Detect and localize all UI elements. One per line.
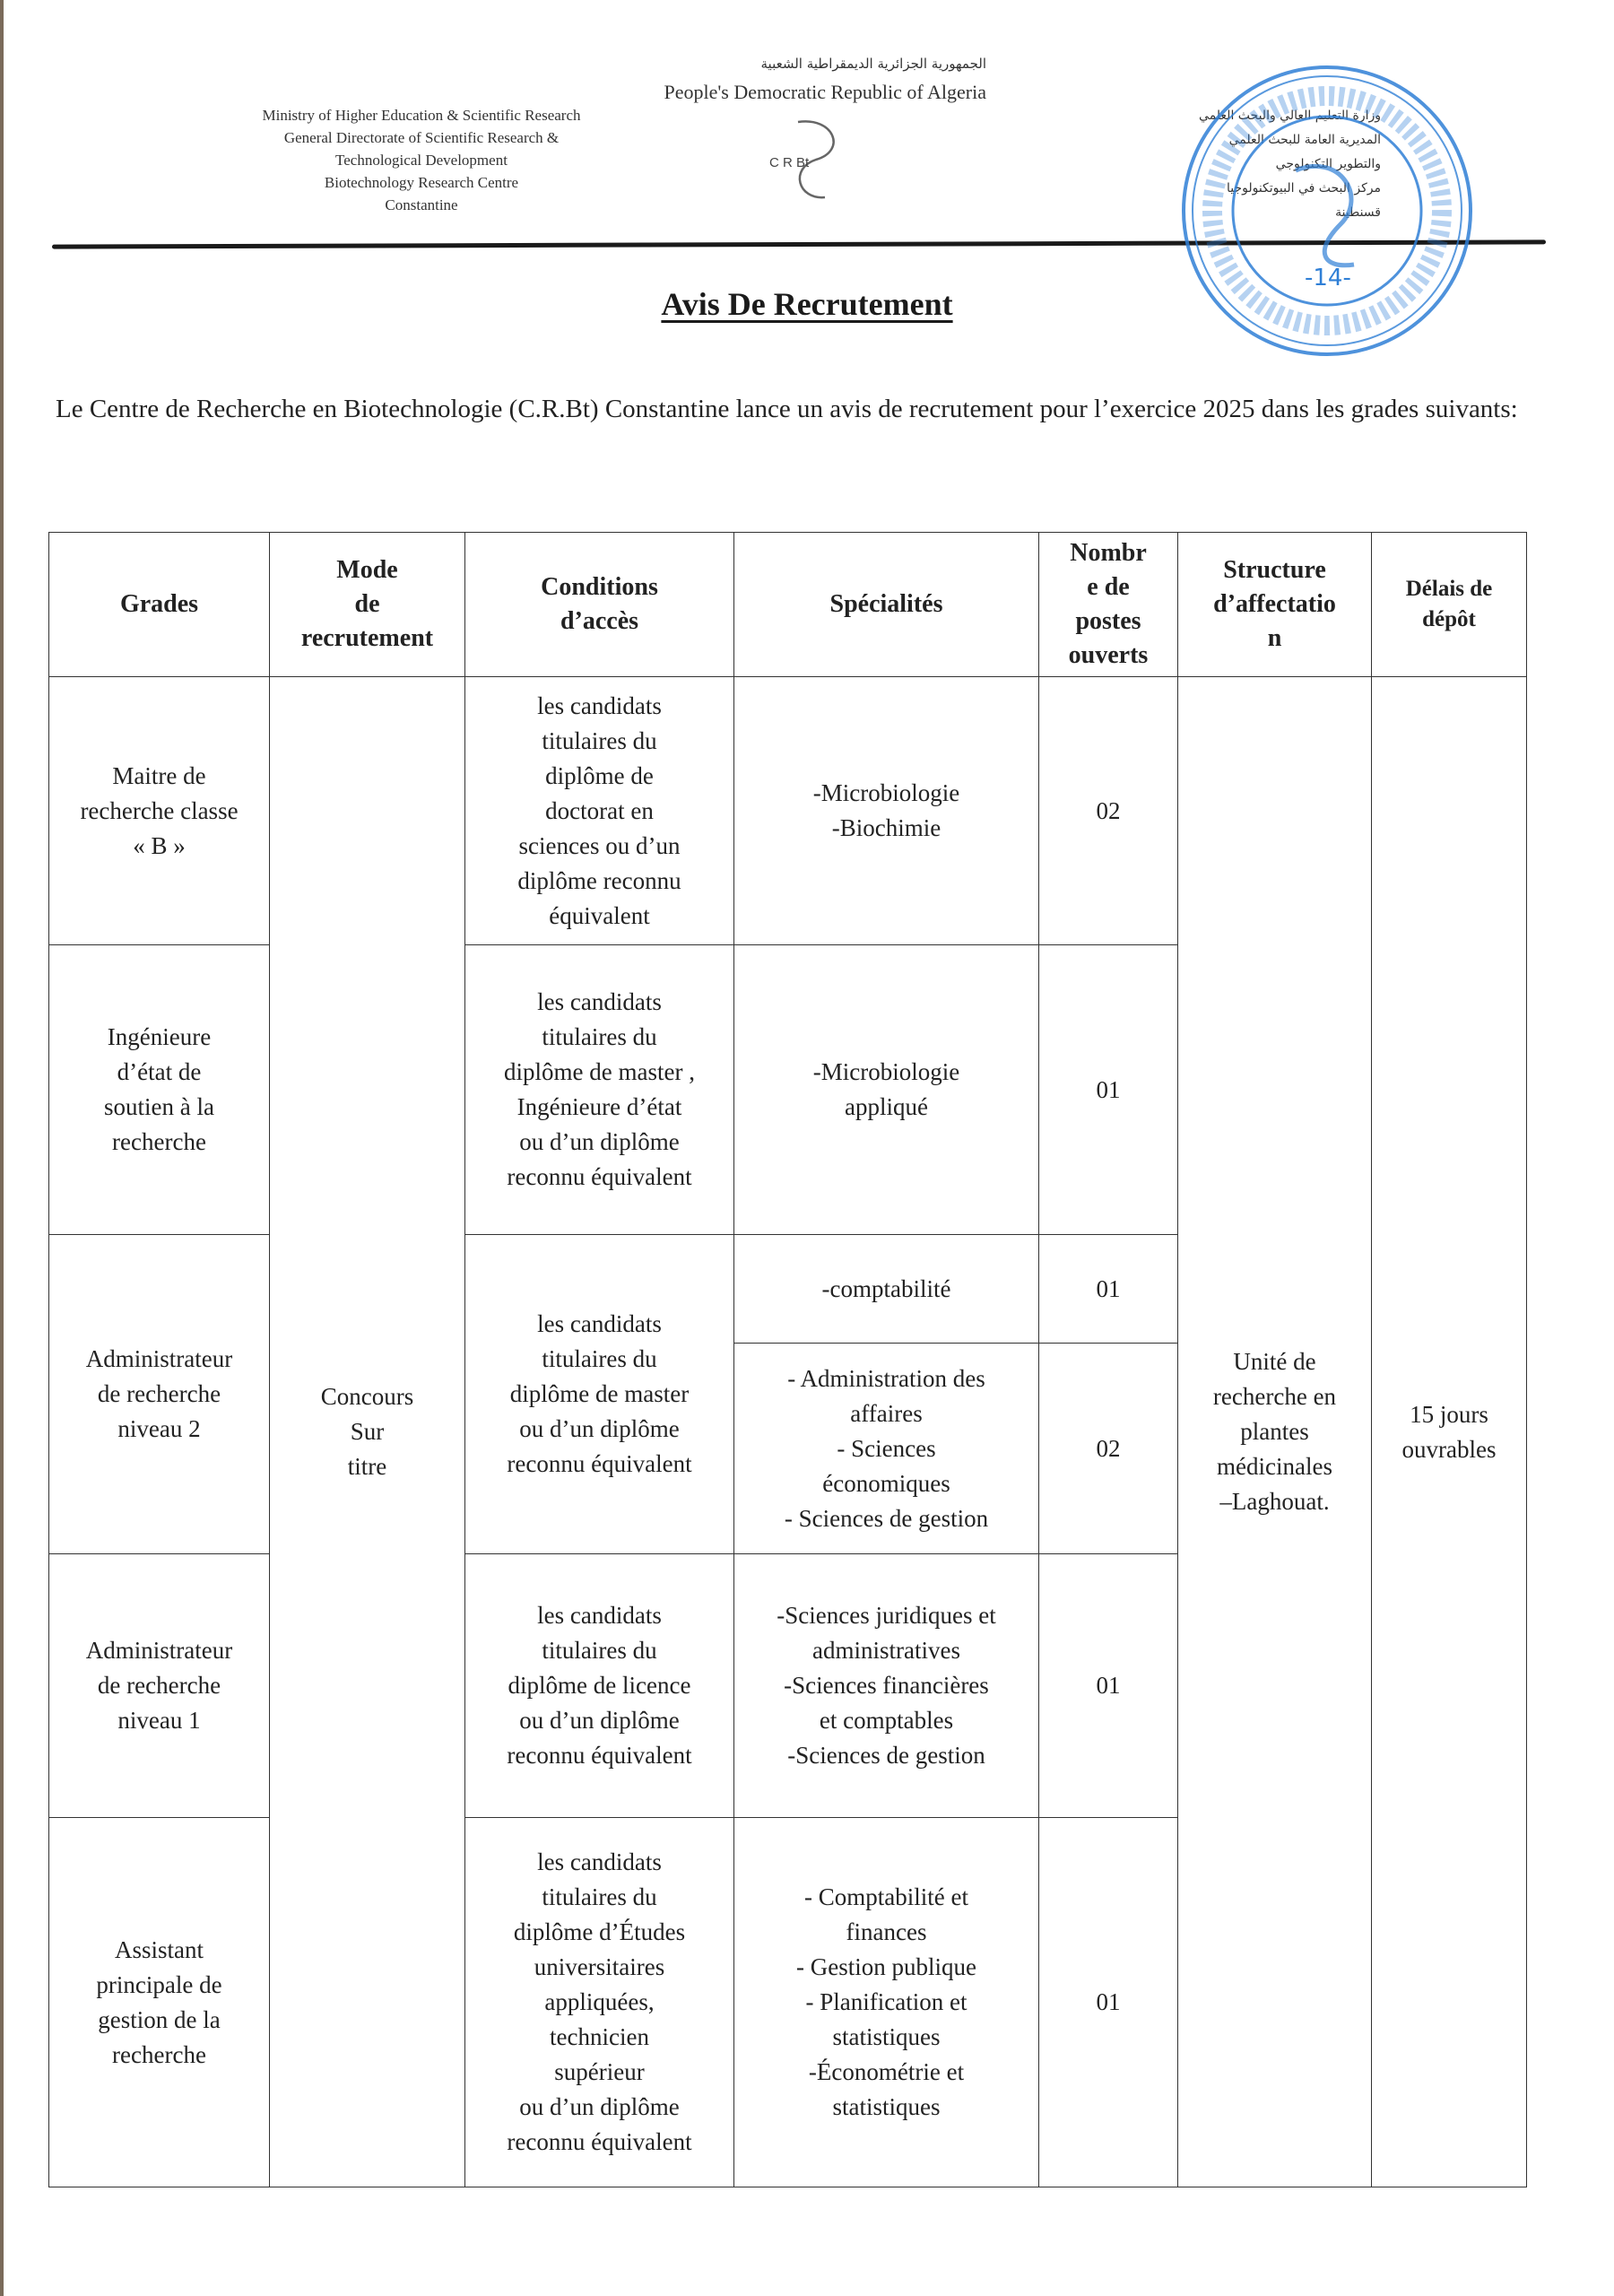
- header-right-line: قسنطينة: [1335, 205, 1381, 220]
- stamp-number: -14-: [1305, 265, 1351, 291]
- conditions-cell: les candidats titulaires du diplôme de master , Ingénieure d’état ou d’un diplôme reconnu équivalent: [465, 945, 734, 1235]
- header-specialites: Spécialités: [734, 533, 1039, 677]
- header-left-line: Constantine: [385, 196, 458, 213]
- specialite-cell: -Microbiologie -Biochimie: [734, 677, 1039, 945]
- header-delais: Délais de dépôt: [1372, 533, 1527, 677]
- header-conditions: Conditions d’accès: [465, 533, 734, 677]
- header-right-line: المديرية العامة للبحث العلمي: [1228, 133, 1381, 147]
- grade-cell: Administrateur de recherche niveau 2: [49, 1235, 270, 1554]
- header-postes: Nombr e de postes ouverts: [1039, 533, 1178, 677]
- postes-cell: 01: [1039, 1235, 1178, 1344]
- recruitment-table: [48, 532, 1527, 2187]
- specialite-cell: -Sciences juridiques et administratives -Sciences financières et comptables -Sciences de gestion: [734, 1554, 1039, 1818]
- conditions-cell: les candidats titulaires du diplôme de doctorat en sciences ou d’un diplôme reconnu équivalent: [465, 677, 734, 945]
- postes-cell: 01: [1039, 945, 1178, 1235]
- page-title: [0, 285, 1614, 323]
- structure-cell: Unité de recherche en plantes médicinales –Laghouat.: [1178, 677, 1372, 2187]
- conditions-cell: les candidats titulaires du diplôme de master ou d’un diplôme reconnu équivalent: [465, 1235, 734, 1554]
- header-right-line: مركز البحث في البيوتكنولوجيا: [1226, 181, 1381, 196]
- mode-cell: Concours Sur titre: [270, 677, 465, 2187]
- grade-cell: Ingénieure d’état de soutien à la recherche: [49, 945, 270, 1235]
- conditions-cell: les candidats titulaires du diplôme d’Études universitaires appliquées, technicien supérieur ou d’un diplôme reconnu équivalent: [465, 1818, 734, 2187]
- delais-cell: 15 jours ouvrables: [1372, 677, 1527, 2187]
- header-arabic-title: الجمهورية الجزائرية الديمقراطية الشعبية: [760, 56, 986, 72]
- grade-cell: Maitre de recherche classe « B »: [49, 677, 270, 945]
- intro-paragraph: Le Centre de Recherche en Biotechnologie (C.R.Bt) Constantine lance un avis de recrutement pour l’exercice 2025 dans les grades suivants:: [56, 395, 1518, 423]
- postes-cell: 02: [1039, 1344, 1178, 1554]
- header-left-line: Technological Development: [335, 152, 508, 169]
- grade-cell: Assistant principale de gestion de la recherche: [49, 1818, 270, 2187]
- header-mode: Mode de recrutement: [270, 533, 465, 677]
- header-grades: Grades: [49, 533, 270, 677]
- postes-cell: 01: [1039, 1818, 1178, 2187]
- grade-cell: Administrateur de recherche niveau 1: [49, 1554, 270, 1818]
- specialite-cell: -comptabilité: [734, 1235, 1039, 1344]
- specialite-cell: -Microbiologie appliqué: [734, 945, 1039, 1235]
- header-english-title: People's Democratic Republic of Algeria: [664, 81, 986, 103]
- header-structure: Structure d’affectatio n: [1178, 533, 1372, 677]
- conditions-cell: les candidats titulaires du diplôme de licence ou d’un diplôme reconnu équivalent: [465, 1554, 734, 1818]
- header-left-line: Ministry of Higher Education & Scientific Research: [262, 107, 581, 124]
- specialite-cell: - Comptabilité et finances - Gestion publique - Planification et statistiques -Économétrie et statistiques: [734, 1818, 1039, 2187]
- header-left-line: General Directorate of Scientific Research &: [283, 129, 560, 146]
- header-right-line: والتطوير التكنولوجي: [1275, 157, 1381, 171]
- table-row: [49, 677, 1527, 945]
- table-header-row: [49, 533, 1527, 677]
- logo-text: C R Bt: [769, 155, 810, 170]
- header-right-line: وزارة التعليم العالي والبحث العلمي: [1199, 109, 1381, 123]
- specialite-cell: - Administration des affaires - Sciences économiques - Sciences de gestion: [734, 1344, 1039, 1554]
- postes-cell: 01: [1039, 1554, 1178, 1818]
- header-left-line: Biotechnology Research Centre: [324, 174, 519, 191]
- crbt-logo: [762, 115, 861, 204]
- postes-cell: 02: [1039, 677, 1178, 945]
- page-title-text: Avis De Recrutement: [661, 286, 953, 322]
- header-left-block: [170, 104, 672, 216]
- page-edge: [0, 0, 4, 2296]
